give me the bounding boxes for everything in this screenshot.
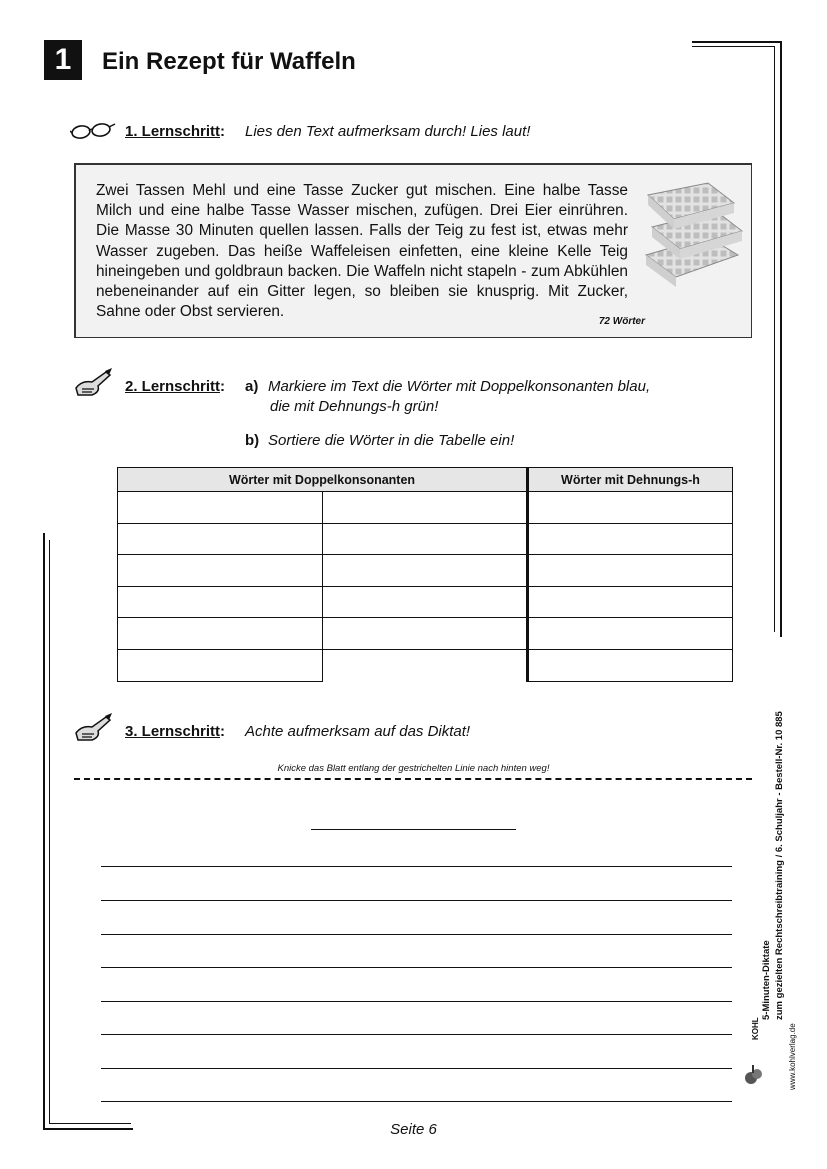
writing-line[interactable]	[101, 1068, 732, 1069]
table-cell[interactable]	[323, 618, 528, 650]
table-cell[interactable]	[528, 492, 733, 524]
writing-line[interactable]	[101, 1101, 732, 1102]
table-row	[118, 586, 733, 618]
table-row	[118, 649, 733, 681]
side-title-line2: zum gezielten Rechtschreibtraining / 6. Schuljahr - Bestell-Nr. 10 885	[774, 711, 785, 1020]
step2-a-line2: die mit Dehnungs-h grün!	[270, 398, 439, 415]
recipe-text: Zwei Tassen Mehl und eine Tasse Zucker gut mischen. Eine halbe Tasse Milch und eine halbe Tasse Wasser mischen, zufügen. Drei Eier einrühren. Die Masse 30 Minuten quellen lassen. Falls der Teig zu fest ist, etwas mehr Wasser zugeben. Das heiße Waffeleisen einfetten, eine kleine Kelle Teig hineingeben und goldbraun backen. Die Waffeln nicht stapeln - zum Abkühlen nebeneinander auf ein Gitter legen, so bleiben sie knusprig. Mit Zucker, Sahne oder Obst servieren.	[96, 182, 628, 321]
step2-heading: 2. Lernschritt:	[125, 378, 226, 395]
step2-label: 2. Lernschritt	[125, 378, 221, 395]
frame-right-v	[780, 41, 782, 637]
table-cell[interactable]	[118, 523, 323, 555]
table-cell[interactable]	[118, 618, 323, 650]
step3-heading: 3. Lernschritt:	[125, 723, 226, 740]
step1-heading: 1. Lernschritt:	[125, 123, 226, 140]
table-cell[interactable]	[528, 618, 733, 650]
table-cell[interactable]	[528, 523, 733, 555]
writing-line[interactable]	[101, 967, 732, 968]
table-row	[118, 618, 733, 650]
recipe-box	[74, 163, 752, 338]
writing-line[interactable]	[101, 1034, 732, 1035]
word-table	[117, 467, 733, 682]
table-cell[interactable]	[528, 649, 733, 681]
writing-line[interactable]	[101, 934, 732, 935]
step2-a-line1: Markiere im Text die Wörter mit Doppelkonsonanten blau,	[268, 378, 651, 395]
table-row	[118, 492, 733, 524]
frame-left-v	[43, 533, 45, 1130]
step2-b-text: Sortiere die Wörter in die Tabelle ein!	[268, 432, 515, 449]
writing-line[interactable]	[101, 900, 732, 901]
table-cell[interactable]	[323, 523, 528, 555]
step1-label: 1. Lernschritt	[125, 123, 221, 140]
title-writing-line[interactable]	[311, 829, 516, 830]
table-cell[interactable]	[323, 492, 528, 524]
table-cell[interactable]	[118, 555, 323, 587]
table-cell[interactable]	[118, 492, 323, 524]
frame-right-v2	[774, 46, 775, 632]
writing-line[interactable]	[101, 866, 732, 867]
writing-hand-icon	[72, 713, 114, 743]
fold-dashed-line	[74, 778, 752, 780]
frame-top-right-h2	[692, 46, 774, 47]
side-publisher-info	[760, 660, 799, 1090]
page-number: Seite 6	[390, 1121, 437, 1138]
writing-hand-icon	[72, 368, 114, 398]
word-count: 72 Wörter	[598, 316, 645, 327]
table-row	[118, 523, 733, 555]
glasses-icon	[70, 122, 116, 140]
waffle-image	[638, 177, 748, 307]
table-cell[interactable]	[118, 586, 323, 618]
frame-top-right-h	[692, 41, 782, 43]
side-title-line1: 5-Minuten-Diktate	[761, 940, 772, 1020]
col-header-double-consonants: Wörter mit Doppelkonsonanten	[118, 468, 528, 492]
writing-line[interactable]	[101, 1001, 732, 1002]
table-cell[interactable]	[118, 649, 323, 681]
table-row	[118, 555, 733, 587]
step2-a-marker: a)	[245, 378, 259, 395]
publisher-name: KOHL	[751, 1017, 760, 1040]
step2-b-marker: b)	[245, 432, 260, 449]
page-title: Ein Rezept für Waffeln	[102, 48, 356, 75]
step3-label: 3. Lernschritt	[125, 723, 221, 740]
table-cell[interactable]	[528, 555, 733, 587]
table-cell[interactable]	[323, 555, 528, 587]
table-cell-empty	[323, 649, 528, 681]
fold-instruction: Knicke das Blatt entlang der gestrichelten Linie nach hinten weg!	[277, 763, 550, 774]
worksheet-number: 1	[44, 40, 82, 80]
step3-instruction: Achte aufmerksam auf das Diktat!	[245, 723, 471, 740]
table-cell[interactable]	[323, 586, 528, 618]
side-website: www.kohlverlag.de	[788, 1023, 797, 1090]
step1-instruction: Lies den Text aufmerksam durch! Lies laut!	[245, 123, 531, 140]
table-cell[interactable]	[528, 586, 733, 618]
col-header-dehnungs-h: Wörter mit Dehnungs-h	[528, 468, 733, 492]
frame-left-v2	[49, 540, 50, 1124]
